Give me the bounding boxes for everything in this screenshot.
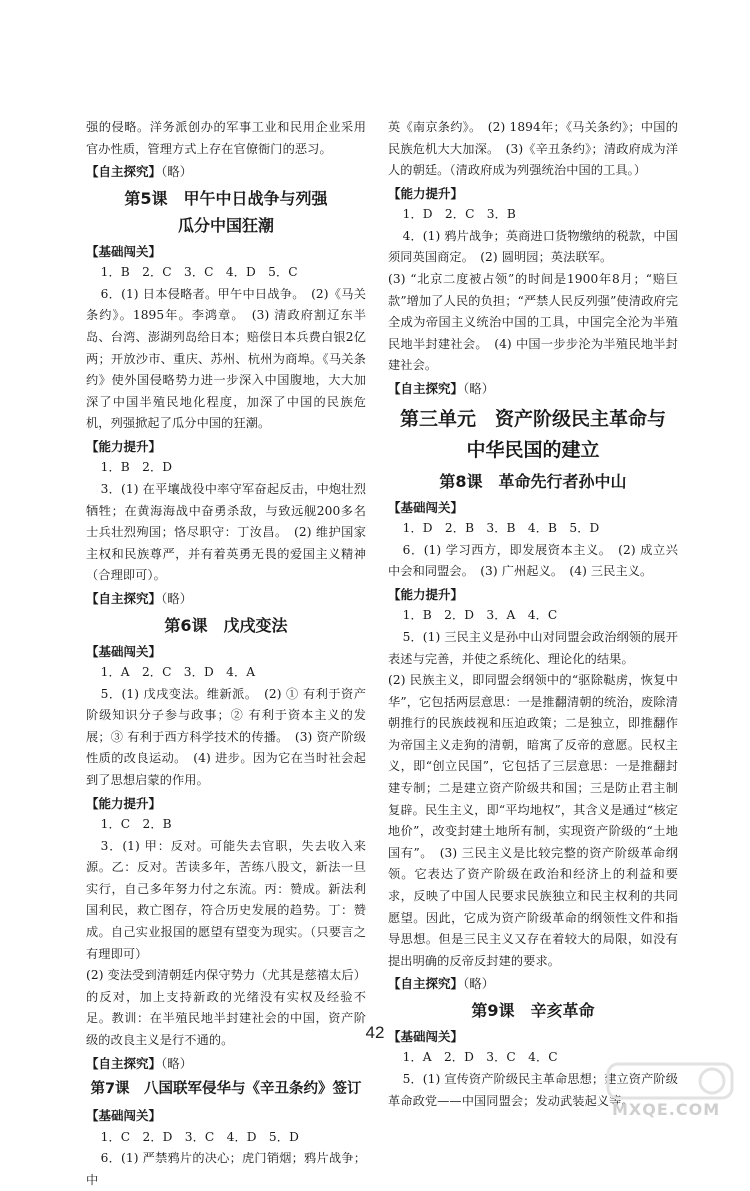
- lesson-title: 第7课 八国联军侵华与《辛丑条约》签订: [90, 1081, 362, 1098]
- answer-paragraph: 6．(1) 学习西方，即发展资本主义。 (2) 成立兴中会和同盟会。 (3) 广州起义。 (4) 三民主义。: [388, 542, 678, 579]
- section-heading: 【基础闯关】: [388, 499, 464, 515]
- answer-paragraph: 5．(1) 三民主义是孙中山对同盟会政治纲领的展开表述与完善，并使之系统化、理论化的结果。: [388, 629, 678, 666]
- answer-line: 1．C 2．B: [100, 817, 172, 832]
- lesson-title: 第6课 戊戌变法: [164, 615, 288, 635]
- section-heading: 【能力提升】: [86, 438, 162, 454]
- answer-paragraph: 3．(1) 在平壤战役中率守军奋起反击，中炮壮烈牺牲；在黄海海战中奋勇杀敌，与致远舰200多名士兵壮烈殉国；恪尽职守：丁汝昌。 (2) 维护国家主权和民族尊严，并有着英勇无畏的爱国主义精神（合理即可）。: [86, 482, 366, 583]
- answer-line: 1．B 2．C 3．C 4．D 5．C: [100, 265, 298, 280]
- section-heading: 【基础闯关】: [86, 243, 162, 259]
- answer-paragraph: 4．(1) 鸦片战争；英商进口货物缴纳的税款，中国须同英国商定。 (2) 圆明园；英法联军。: [388, 228, 678, 265]
- answer-line: 1．B 2．D 3．A 4．C: [402, 608, 558, 623]
- answer-paragraph: 5．(1) 宣传资产阶级民主革命思想；建立资产阶级革命政党——中国同盟会；发动武装起义等。: [388, 1072, 678, 1108]
- section-heading: 【能力提升】: [86, 795, 162, 811]
- answer-line: 1．D 2．B 3．B 4．B 5．D: [402, 521, 600, 536]
- answer-line: 1．A 2．C 3．D 4．A: [100, 665, 256, 679]
- section-heading: 【自主探究】（略）: [388, 381, 495, 397]
- answer-line: 1．A 2．D 3．C 4．C: [402, 1050, 558, 1065]
- answer-paragraph: 3．(1) 甲：反对。可能失去官职，失去收入来源。乙：反对。苦读多年，苦练八股文，新法一旦实行，自己多年努力付之东流。丙：赞成。新法利国利民，救亡图存，符合历史发展的趋势。丁：赞成。自己实业报国的愿望有望变为现实。（只要言之有理即可）: [86, 838, 366, 961]
- answer-line: 1．B 2．D: [100, 460, 173, 475]
- section-heading: 【能力提升】: [388, 586, 464, 602]
- page-number: 42: [365, 1023, 385, 1042]
- section-heading: 【基础闯关】: [86, 643, 162, 659]
- section-heading: 【能力提升】: [388, 185, 464, 201]
- answer-paragraph: (2) 民族主义，即同盟会纲领中的“驱除鞑虏，恢复中华”，它包括两层意思：一是推翻清朝的统治，废除清朝推行的民族歧视和压迫政策；二是独立，即推翻作为帝国主义走狗的清朝，暗寓了反帝的意愿。民权主义，即“创立民国”，它包括了三层意思：一是推翻封建专制；二是建立资产阶级共和国；三是防止君主制复辟。民生主义，即“平均地权”，其含义是通过“核定地价”，改变封建土地所有制，实现资产阶级的“土地国有”。 (3) 三民主义是比较完整的资产阶级革命纲领。它表达了资产阶级在政治和经济上的利益和要求，反映了中国人民要求民族独立和民主权利的共同愿望。因此，它成为资产阶级革命的纲领性文件和指导思想。但是三民主义又存在着较大的局限，如没有提出明确的反帝反封建的要求。: [388, 673, 678, 968]
- lesson-title: 第8课 革命先行者孙中山: [439, 471, 627, 491]
- section-heading: 【自主探究】（略）: [388, 976, 495, 992]
- section-heading: 【自主探究】（略）: [86, 164, 193, 180]
- section-heading: 【自主探究】（略）: [86, 1055, 193, 1071]
- answer-line: 1．D 2．C 3．B: [402, 207, 516, 222]
- section-heading: 【基础闯关】: [86, 1108, 162, 1124]
- answer-line: 1．C 2．D 3．C 4．D 5．D: [100, 1129, 299, 1144]
- paragraph: 英《南京条约》。 (2) 1894年；《马关条约》；中国的民族危机大大加深。 (3)《辛丑条约》；清政府成为洋人的朝廷。（清政府成为列强统治中国的工具。）: [388, 120, 678, 178]
- answer-paragraph: (2) 变法受到清朝廷内保守势力（尤其是慈禧太后）的反对，加上支持新政的光绪没有实权及经验不足。教训：在半殖民地半封建社会的中国，资产阶级的改良主义是行不通的。: [86, 968, 366, 1047]
- left-column: [86, 117, 366, 1191]
- right-column: [388, 117, 678, 1112]
- watermark-text: MXQE.COM: [612, 1100, 721, 1119]
- unit-title: 第三单元 资产阶级民主革命与 中华民国的建立: [399, 407, 666, 461]
- answer-paragraph: (3) “北京二度被占领”的时间是1900年8月；“赔巨款”增加了人民的负担；“严禁人民反列强”使清政府完全成为帝国主义统治中国的工具，中国完全沦为半殖民地半封建社会。 (4) 中国一步步沦为半殖民地半封建社会。: [388, 272, 678, 373]
- answer-paragraph: 5．(1) 戊戌变法。维新派。 (2) ① 有利于资产阶级知识分子参与政事；② 有利于资本主义的发展；③ 有利于西方科学技术的传播。 (3) 资产阶级性质的改良运动。 (4) 进步。因为它在当时社会起到了思想启蒙的作用。: [86, 686, 366, 787]
- lesson-title: 第5课 甲午中日战争与列强 瓜分中国狂潮: [124, 188, 328, 235]
- paragraph: 强的侵略。洋务派创办的军事工业和民用企业采用官办性质，管理方式上存在官僚衙门的恶习。: [86, 120, 366, 156]
- answer-paragraph: 6．(1) 日本侵略者。甲午中日战争。 (2)《马关条约》。1895年。李鸿章。 (3) 清政府割辽东半岛、台湾、澎湖列岛给日本；赔偿日本兵费白银2亿两；开放沙市、重庆、苏州、杭州为商埠。《马关条约》使外国侵略势力进一步深入中国腹地，大大加深了中国半殖民地化程度，加深了中国的民族危机，列强掀起了瓜分中国的狂潮。: [86, 286, 366, 431]
- section-heading: 【自主探究】（略）: [86, 591, 193, 606]
- section-heading: 【基础闯关】: [388, 1028, 464, 1044]
- lesson-title: 第9课 辛亥革命: [471, 1000, 595, 1020]
- answer-paragraph: 6．(1) 严禁鸦片的决心；虎门销烟；鸦片战争；中: [86, 1151, 366, 1187]
